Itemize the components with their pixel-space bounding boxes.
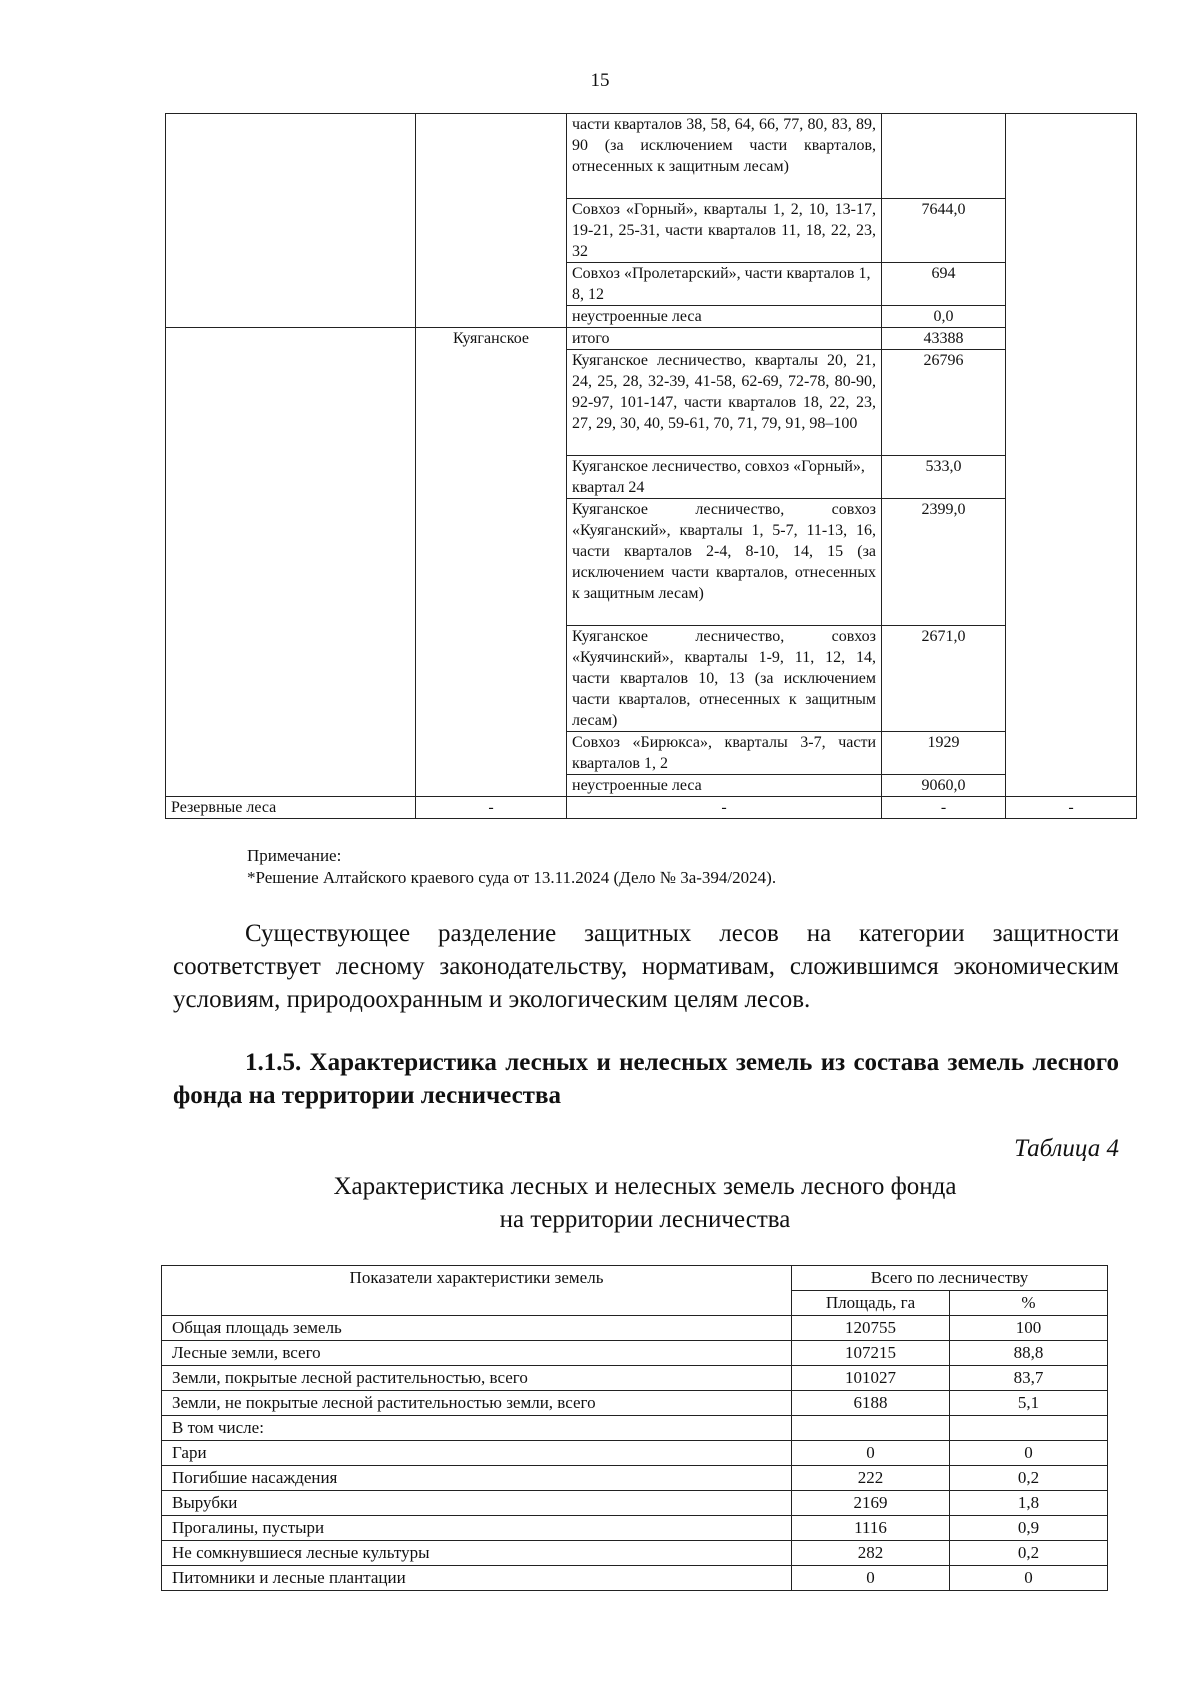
- row-description: Совхоз «Пролетарский», части кварталов 1, 8, 12: [567, 263, 882, 306]
- row-name: Лесные земли, всего: [162, 1341, 792, 1366]
- row-description: Совхоз «Горный», кварталы 1, 2, 10, 13-17, 19-21, 25-31, части кварталов 11, 18, 22, 23, 32: [567, 199, 882, 263]
- row-percent: 5,1: [950, 1391, 1108, 1416]
- row-area: 101027: [792, 1366, 950, 1391]
- row-name: Питомники и лесные плантации: [162, 1566, 792, 1591]
- table-row: [162, 1341, 1108, 1366]
- body-paragraph: Существующее разделение защитных лесов на категории защитности соответствует лесному законодательству, нормативам, сложившимся экономическим условиям, природоохранным и экологическим целям лесов.: [173, 920, 1119, 1013]
- table-label: Таблица 4: [1014, 1135, 1119, 1162]
- row-description: Совхоз «Бирюкса», кварталы 3-7, части кварталов 1, 2: [567, 732, 882, 775]
- row-name: Земли, покрытые лесной растительностью, всего: [162, 1366, 792, 1391]
- row-area: 6188: [792, 1391, 950, 1416]
- page-number: 15: [590, 70, 610, 91]
- table-row: [162, 1316, 1108, 1341]
- table-row: [162, 1466, 1108, 1491]
- row-area: 1116: [792, 1516, 950, 1541]
- section-heading: 1.1.5. Характеристика лесных и нелесных земель из состава земель лесного фонда на территории лесничества: [173, 1049, 1119, 1109]
- table-row: [162, 1491, 1108, 1516]
- row-area: 7644,0: [882, 199, 1006, 263]
- dash-cell: -: [882, 797, 1006, 819]
- footnote-text: *Решение Алтайского краевого суда от 13.11.2024 (Дело № 3а-394/2024).: [247, 868, 777, 887]
- row-percent: 0,2: [950, 1466, 1108, 1491]
- forestry-name: Куяганское: [416, 328, 567, 797]
- row-area: [882, 114, 1006, 199]
- header-indicator: Показатели характеристики земель: [162, 1266, 792, 1316]
- row-area: 0: [792, 1441, 950, 1466]
- row-description: итого: [567, 328, 882, 350]
- footnote-title: Примечание:: [247, 846, 342, 865]
- row-area: 533,0: [882, 456, 1006, 499]
- row-percent: 0: [950, 1566, 1108, 1591]
- reserve-forests-label: Резервные леса: [166, 797, 416, 819]
- table-title-line: Характеристика лесных и нелесных земель лесного фонда: [333, 1173, 957, 1200]
- row-area: 282: [792, 1541, 950, 1566]
- table-header-row: [162, 1266, 1108, 1291]
- row-name: Прогалины, пустыри: [162, 1516, 792, 1541]
- table-row: [162, 1516, 1108, 1541]
- row-description: части кварталов 38, 58, 64, 66, 77, 80, 83, 89, 90 (за исключением части кварталов, отнесенных к защитным лесам): [567, 114, 882, 199]
- row-percent: 0,9: [950, 1516, 1108, 1541]
- empty-cell: [1006, 114, 1137, 797]
- row-percent: 0: [950, 1441, 1108, 1466]
- dash-cell: -: [1006, 797, 1137, 819]
- row-percent: 83,7: [950, 1366, 1108, 1391]
- row-percent: 100: [950, 1316, 1108, 1341]
- row-area: 107215: [792, 1341, 950, 1366]
- table-title-line: на территории лесничества: [499, 1206, 791, 1233]
- row-area: 2169: [792, 1491, 950, 1516]
- table-title: [0, 1170, 1200, 1236]
- row-percent: 1,8: [950, 1491, 1108, 1516]
- header-percent: %: [950, 1291, 1108, 1316]
- row-description: Куяганское лесничество, совхоз «Куячинский», кварталы 1-9, 11, 12, 14, части кварталов 10, 13 (за исключением части кварталов, отнесенных к защитным лесам): [567, 626, 882, 732]
- row-area: 694: [882, 263, 1006, 306]
- row-name: Общая площадь земель: [162, 1316, 792, 1341]
- table-row: [162, 1366, 1108, 1391]
- row-description: Куяганское лесничество, кварталы 20, 21, 24, 25, 28, 32-39, 41-58, 62-69, 72-78, 80-90, 92-97, 101-147, части кварталов 18, 22, 23, 27, 29, 30, 40, 59-61, 70, 71, 79, 91, 98–100: [567, 350, 882, 456]
- empty-cell: [416, 114, 567, 328]
- row-area: 120755: [792, 1316, 950, 1341]
- protective-forests-table-continued: [165, 113, 1137, 819]
- row-area: 0: [792, 1566, 950, 1591]
- row-area: 43388: [882, 328, 1006, 350]
- row-description: Куяганское лесничество, совхоз «Куяганский», кварталы 1, 5-7, 11-13, 16, части кварталов 2-4, 8-10, 14, 15 (за исключением части кварталов, отнесенных к защитным лесам): [567, 499, 882, 626]
- row-area: 9060,0: [882, 775, 1006, 797]
- table-row: [162, 1441, 1108, 1466]
- row-name: Гари: [162, 1441, 792, 1466]
- row-percent: [950, 1416, 1108, 1441]
- row-description: неустроенные леса: [567, 775, 882, 797]
- empty-cell: [166, 328, 416, 797]
- row-percent: 88,8: [950, 1341, 1108, 1366]
- row-area: 2399,0: [882, 499, 1006, 626]
- table-row: [162, 1416, 1108, 1441]
- row-area: 26796: [882, 350, 1006, 456]
- table-row: [162, 1541, 1108, 1566]
- table-row-reserve: [166, 797, 1137, 819]
- row-description: Куяганское лесничество, совхоз «Горный», квартал 24: [567, 456, 882, 499]
- header-total: Всего по лесничеству: [792, 1266, 1108, 1291]
- row-area: 2671,0: [882, 626, 1006, 732]
- table-row: [162, 1566, 1108, 1591]
- row-area: 1929: [882, 732, 1006, 775]
- footnote: [247, 845, 776, 889]
- dash-cell: -: [416, 797, 567, 819]
- row-area: 222: [792, 1466, 950, 1491]
- header-area: Площадь, га: [792, 1291, 950, 1316]
- row-percent: 0,2: [950, 1541, 1108, 1566]
- row-name: Не сомкнувшиеся лесные культуры: [162, 1541, 792, 1566]
- row-description: неустроенные леса: [567, 306, 882, 328]
- row-name: Погибшие насаждения: [162, 1466, 792, 1491]
- dash-cell: -: [567, 797, 882, 819]
- land-characteristics-table: [161, 1265, 1108, 1591]
- row-name: В том числе:: [162, 1416, 792, 1441]
- row-area: [792, 1416, 950, 1441]
- table-row: [166, 114, 1137, 199]
- row-name: Земли, не покрытые лесной растительностью земли, всего: [162, 1391, 792, 1416]
- table-row: [162, 1391, 1108, 1416]
- row-area: 0,0: [882, 306, 1006, 328]
- table-row: [166, 328, 1137, 350]
- row-name: Вырубки: [162, 1491, 792, 1516]
- empty-cell: [166, 114, 416, 328]
